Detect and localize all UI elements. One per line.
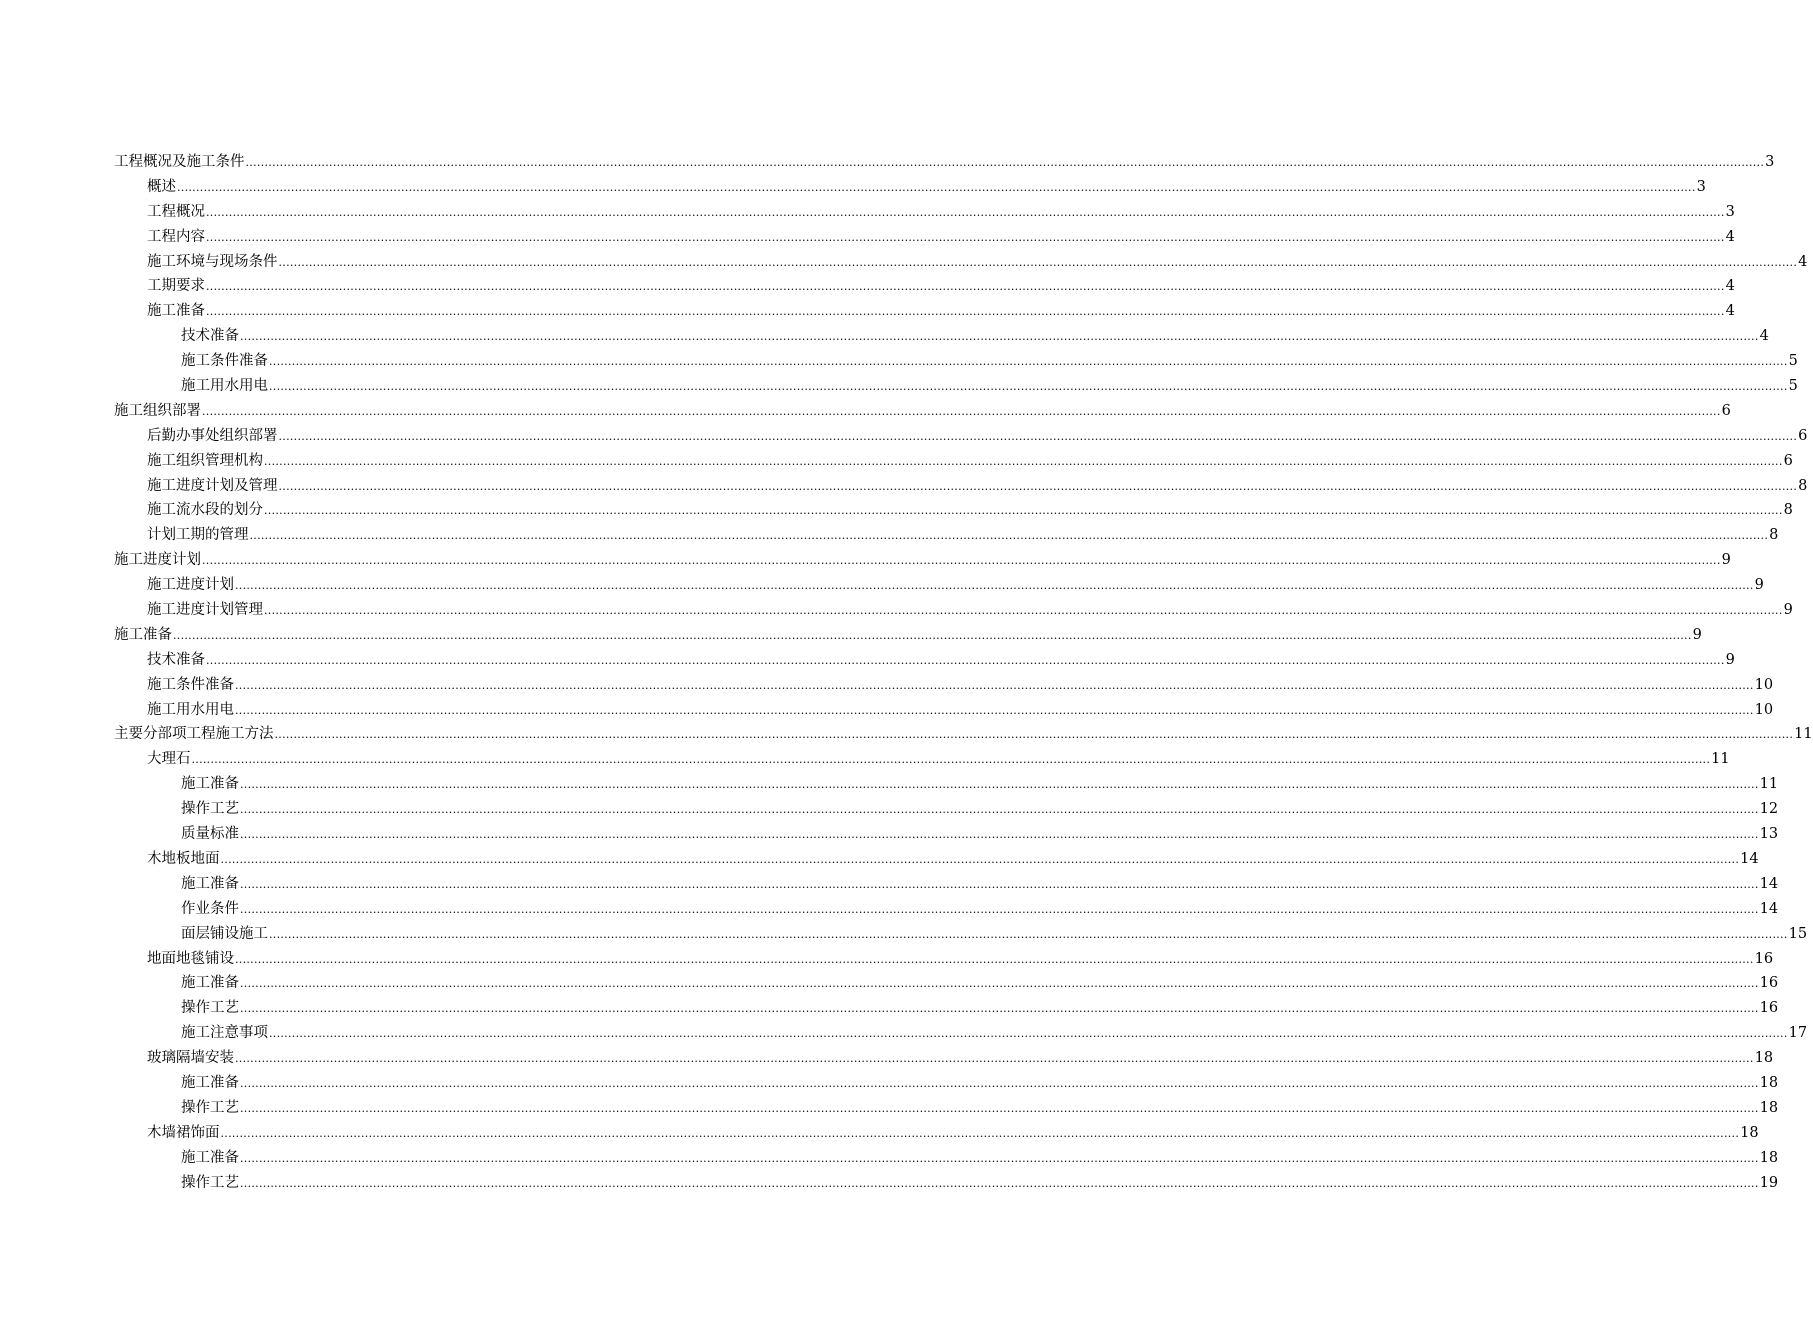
toc-entry-title: 操作工艺 (181, 801, 239, 818)
toc-entry-title: 面层铺设施工 (181, 925, 268, 942)
toc-dot-leader: ................................................................................................................................................................................................................................................................................................................................................................................................................ (235, 952, 1754, 966)
toc-entry-page-number: 9 (1754, 577, 1764, 594)
toc-entry-page-number: 10 (1754, 701, 1774, 718)
toc-entry-level-2[interactable] (114, 250, 1808, 275)
toc-entry-page-number: 3 (1725, 203, 1735, 220)
toc-entry-page-number: 12 (1759, 801, 1779, 818)
toc-dot-leader: ................................................................................................................................................................................................................................................................................................................................................................................................................ (191, 753, 1711, 767)
toc-dot-leader: ................................................................................................................................................................................................................................................................................................................................................................................................................ (202, 404, 1721, 418)
toc-entry-level-3[interactable] (114, 1096, 1779, 1121)
toc-dot-leader: ................................................................................................................................................................................................................................................................................................................................................................................................................ (240, 828, 1759, 842)
toc-entry-level-3[interactable] (114, 971, 1779, 996)
toc-dot-leader: ................................................................................................................................................................................................................................................................................................................................................................................................................ (274, 728, 1794, 742)
toc-entry-page-number: 8 (1769, 527, 1779, 544)
toc-entry-title: 地面地毯铺设 (147, 950, 234, 967)
toc-entry-page-number: 18 (1759, 1074, 1779, 1091)
toc-entry-title: 施工准备 (181, 975, 239, 992)
toc-entry-page-number: 13 (1759, 826, 1779, 843)
toc-entry-level-2[interactable] (114, 1046, 1774, 1071)
toc-dot-leader: ................................................................................................................................................................................................................................................................................................................................................................................................................ (240, 1002, 1759, 1016)
toc-entry-level-2[interactable] (114, 698, 1774, 723)
toc-entry-title: 施工进度计划管理 (147, 602, 263, 619)
toc-entry-level-2[interactable] (114, 225, 1735, 250)
toc-entry-page-number: 9 (1725, 651, 1735, 668)
toc-entry-level-2[interactable] (114, 573, 1764, 598)
toc-entry-level-2[interactable] (114, 424, 1808, 449)
toc-entry-title: 施工环境与现场条件 (147, 253, 278, 270)
toc-entry-page-number: 6 (1721, 402, 1731, 419)
toc-entry-page-number: 18 (1759, 1149, 1779, 1166)
toc-entry-page-number: 11 (1794, 726, 1813, 743)
toc-dot-leader: ................................................................................................................................................................................................................................................................................................................................................................................................................ (240, 1151, 1759, 1165)
toc-entry-title: 操作工艺 (181, 1099, 239, 1116)
toc-dot-leader: ................................................................................................................................................................................................................................................................................................................................................................................................................ (220, 852, 1740, 866)
toc-entry-page-number: 6 (1783, 452, 1793, 469)
toc-entry-title: 施工组织部署 (114, 402, 201, 419)
toc-dot-leader: ................................................................................................................................................................................................................................................................................................................................................................................................................ (206, 653, 1725, 667)
toc-entry-page-number: 18 (1754, 1050, 1774, 1067)
toc-entry-level-2[interactable] (114, 498, 1793, 523)
toc-entry-title: 技术准备 (147, 651, 205, 668)
toc-dot-leader: ................................................................................................................................................................................................................................................................................................................................................................................................................ (269, 1027, 1788, 1041)
toc-entry-title: 主要分部项工程施工方法 (114, 726, 274, 743)
toc-entry-title: 作业条件 (181, 900, 239, 917)
toc-entry-title: 施工准备 (181, 1149, 239, 1166)
toc-entry-page-number: 19 (1759, 1174, 1779, 1191)
toc-entry-title: 计划工期的管理 (147, 527, 249, 544)
toc-entry-page-number: 8 (1798, 477, 1808, 494)
toc-entry-page-number: 4 (1759, 328, 1769, 345)
toc-entry-page-number: 11 (1759, 776, 1779, 793)
toc-entry-level-2[interactable] (114, 598, 1793, 623)
toc-entry-title: 施工组织管理机构 (147, 452, 263, 469)
toc-entry-level-2[interactable] (114, 648, 1735, 673)
toc-dot-leader: ................................................................................................................................................................................................................................................................................................................................................................................................................ (278, 429, 1798, 443)
toc-dot-leader: ................................................................................................................................................................................................................................................................................................................................................................................................................ (249, 529, 1769, 543)
toc-entry-page-number: 4 (1725, 278, 1735, 295)
toc-entry-title: 施工准备 (181, 776, 239, 793)
toc-entry-title: 施工流水段的划分 (147, 502, 263, 519)
toc-dot-leader: ................................................................................................................................................................................................................................................................................................................................................................................................................ (206, 280, 1725, 294)
toc-dot-leader: ................................................................................................................................................................................................................................................................................................................................................................................................................ (235, 1052, 1754, 1066)
toc-dot-leader: ................................................................................................................................................................................................................................................................................................................................................................................................................ (240, 778, 1759, 792)
toc-entry-title: 木地板地面 (147, 850, 220, 867)
toc-entry-title: 施工条件准备 (147, 676, 234, 693)
toc-entry-level-3[interactable] (114, 996, 1779, 1021)
toc-entry-page-number: 18 (1759, 1099, 1779, 1116)
toc-entry-page-number: 4 (1725, 228, 1735, 245)
toc-dot-leader: ................................................................................................................................................................................................................................................................................................................................................................................................................ (202, 554, 1721, 568)
toc-dot-leader: ................................................................................................................................................................................................................................................................................................................................................................................................................ (206, 205, 1725, 219)
toc-entry-title: 施工用水用电 (147, 701, 234, 718)
toc-dot-leader: ................................................................................................................................................................................................................................................................................................................................................................................................................ (235, 579, 1754, 593)
toc-entry-title: 技术准备 (181, 328, 239, 345)
toc-entry-page-number: 16 (1754, 950, 1774, 967)
toc-entry-level-3[interactable] (114, 374, 1798, 399)
toc-dot-leader: ................................................................................................................................................................................................................................................................................................................................................................................................................ (177, 180, 1696, 194)
toc-entry-level-3[interactable] (114, 349, 1798, 374)
toc-dot-leader: ................................................................................................................................................................................................................................................................................................................................................................................................................ (240, 1176, 1759, 1190)
toc-entry-page-number: 9 (1783, 602, 1793, 619)
toc-entry-level-3[interactable] (114, 1021, 1808, 1046)
toc-entry-title: 工程内容 (147, 228, 205, 245)
toc-dot-leader: ................................................................................................................................................................................................................................................................................................................................................................................................................ (173, 628, 1692, 642)
toc-entry-title: 工程概况及施工条件 (114, 154, 245, 170)
toc-dot-leader: ................................................................................................................................................................................................................................................................................................................................................................................................................ (240, 803, 1759, 817)
toc-entry-level-3[interactable] (114, 897, 1779, 922)
toc-entry-level-2[interactable] (114, 449, 1793, 474)
toc-entry-level-2[interactable] (114, 474, 1808, 499)
toc-entry-page-number: 17 (1788, 1025, 1808, 1042)
toc-entry-level-2[interactable] (114, 847, 1759, 872)
toc-entry-level-2[interactable] (114, 175, 1706, 200)
toc-entry-page-number: 14 (1759, 900, 1779, 917)
toc-entry-page-number: 9 (1721, 552, 1731, 569)
toc-dot-leader: ................................................................................................................................................................................................................................................................................................................................................................................................................ (278, 255, 1798, 269)
toc-entry-level-3[interactable] (114, 772, 1779, 797)
toc-dot-leader: ................................................................................................................................................................................................................................................................................................................................................................................................................ (220, 1126, 1740, 1140)
toc-entry-title: 施工注意事项 (181, 1025, 268, 1042)
toc-dot-leader: ................................................................................................................................................................................................................................................................................................................................................................................................................ (240, 330, 1759, 344)
toc-entry-level-2[interactable] (114, 747, 1730, 772)
toc-entry-page-number: 15 (1788, 925, 1808, 942)
toc-entry-title: 施工用水用电 (181, 378, 268, 395)
toc-entry-level-1[interactable] (114, 548, 1731, 573)
toc-entry-level-1[interactable] (114, 399, 1731, 424)
toc-entry-page-number: 4 (1798, 253, 1808, 270)
toc-entry-level-2[interactable] (114, 299, 1735, 324)
toc-entry-page-number: 16 (1759, 975, 1779, 992)
toc-entry-level-2[interactable] (114, 200, 1735, 225)
toc-entry-level-1[interactable] (114, 722, 1813, 747)
toc-entry-title: 工程概况 (147, 203, 205, 220)
toc-entry-title: 施工进度计划及管理 (147, 477, 278, 494)
toc-entry-title: 施工进度计划 (114, 552, 201, 569)
toc-entry-title: 玻璃隔墙安装 (147, 1050, 234, 1067)
toc-entry-level-3[interactable] (114, 872, 1779, 897)
toc-entry-page-number: 5 (1788, 353, 1798, 370)
toc-dot-leader: ................................................................................................................................................................................................................................................................................................................................................................................................................ (235, 703, 1754, 717)
toc-entry-page-number: 10 (1754, 676, 1774, 693)
toc-entry-title: 大理石 (147, 751, 191, 768)
toc-dot-leader: ................................................................................................................................................................................................................................................................................................................................................................................................................ (264, 504, 1783, 518)
toc-entry-level-3[interactable] (114, 922, 1808, 947)
toc-entry-title: 施工条件准备 (181, 353, 268, 370)
toc-entry-level-2[interactable] (114, 1121, 1759, 1146)
toc-dot-leader: ................................................................................................................................................................................................................................................................................................................................................................................................................ (278, 479, 1798, 493)
toc-entry-page-number: 14 (1740, 850, 1759, 867)
table-of-contents (114, 150, 1813, 1195)
toc-entry-level-2[interactable] (114, 523, 1779, 548)
toc-entry-page-number: 6 (1798, 427, 1808, 444)
toc-entry-page-number: 5 (1788, 378, 1798, 395)
toc-entry-page-number: 14 (1759, 875, 1779, 892)
toc-entry-level-3[interactable] (114, 1171, 1779, 1196)
toc-entry-title: 施工准备 (147, 303, 205, 320)
toc-entry-title: 操作工艺 (181, 1000, 239, 1017)
toc-entry-level-3[interactable] (114, 324, 1769, 349)
toc-dot-leader: ................................................................................................................................................................................................................................................................................................................................................................................................................ (245, 156, 1765, 169)
toc-entry-title: 施工准备 (181, 875, 239, 892)
toc-entry-level-3[interactable] (114, 822, 1779, 847)
toc-entry-level-2[interactable] (114, 274, 1735, 299)
toc-entry-page-number: 16 (1759, 1000, 1779, 1017)
toc-dot-leader: ................................................................................................................................................................................................................................................................................................................................................................................................................ (269, 927, 1788, 941)
toc-entry-title: 操作工艺 (181, 1174, 239, 1191)
toc-dot-leader: ................................................................................................................................................................................................................................................................................................................................................................................................................ (240, 1076, 1759, 1090)
toc-entry-title: 质量标准 (181, 826, 239, 843)
toc-entry-page-number: 8 (1783, 502, 1793, 519)
toc-dot-leader: ................................................................................................................................................................................................................................................................................................................................................................................................................ (264, 604, 1783, 618)
toc-dot-leader: ................................................................................................................................................................................................................................................................................................................................................................................................................ (269, 380, 1788, 394)
toc-dot-leader: ................................................................................................................................................................................................................................................................................................................................................................................................................ (240, 977, 1759, 991)
toc-entry-page-number: 18 (1740, 1124, 1759, 1141)
toc-entry-level-1[interactable] (114, 623, 1702, 648)
toc-dot-leader: ................................................................................................................................................................................................................................................................................................................................................................................................................ (206, 305, 1725, 319)
toc-dot-leader: ................................................................................................................................................................................................................................................................................................................................................................................................................ (235, 678, 1754, 692)
toc-entry-title: 概述 (147, 178, 176, 195)
toc-entry-title: 工期要求 (147, 278, 205, 295)
toc-entry-level-1[interactable] (114, 150, 1775, 175)
toc-entry-level-2[interactable] (114, 947, 1774, 972)
toc-dot-leader: ................................................................................................................................................................................................................................................................................................................................................................................................................ (264, 454, 1783, 468)
toc-entry-page-number: 3 (1765, 154, 1775, 170)
toc-entry-title: 施工准备 (181, 1074, 239, 1091)
toc-entry-title: 后勤办事处组织部署 (147, 427, 278, 444)
toc-entry-level-3[interactable] (114, 1146, 1779, 1171)
toc-dot-leader: ................................................................................................................................................................................................................................................................................................................................................................................................................ (240, 1101, 1759, 1115)
toc-dot-leader: ................................................................................................................................................................................................................................................................................................................................................................................................................ (206, 230, 1725, 244)
toc-entry-page-number: 3 (1696, 178, 1706, 195)
toc-entry-title: 施工准备 (114, 626, 172, 643)
toc-entry-title: 施工进度计划 (147, 577, 234, 594)
toc-entry-level-3[interactable] (114, 797, 1779, 822)
toc-entry-page-number: 4 (1725, 303, 1735, 320)
toc-entry-level-3[interactable] (114, 1071, 1779, 1096)
toc-entry-page-number: 9 (1692, 626, 1702, 643)
toc-entry-title: 木墙裙饰面 (147, 1124, 220, 1141)
toc-dot-leader: ................................................................................................................................................................................................................................................................................................................................................................................................................ (240, 902, 1759, 916)
toc-entry-page-number: 11 (1711, 751, 1730, 768)
toc-dot-leader: ................................................................................................................................................................................................................................................................................................................................................................................................................ (269, 355, 1788, 369)
toc-entry-level-2[interactable] (114, 673, 1774, 698)
toc-dot-leader: ................................................................................................................................................................................................................................................................................................................................................................................................................ (240, 877, 1759, 891)
